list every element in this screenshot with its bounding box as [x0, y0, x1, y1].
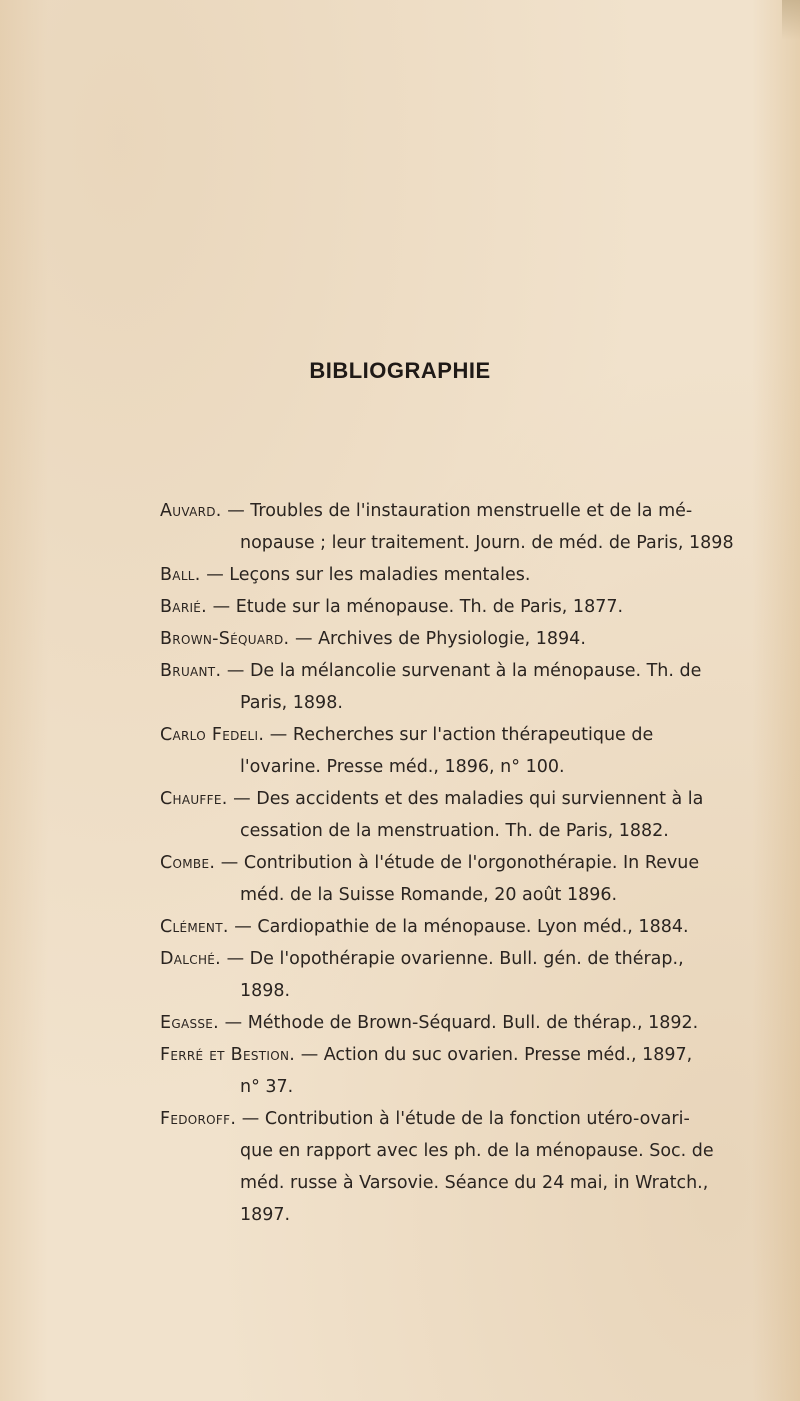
entry-text-line: cessation de la menstruation. Th. de Paris, 1882.	[240, 821, 669, 841]
entry-author: Egasse.	[160, 1013, 220, 1033]
entry-text-line: — Des accidents et des maladies qui surviennent à la	[233, 789, 704, 809]
entry-author: Chauffe.	[160, 789, 228, 809]
entry-text-line: — Etude sur la ménopause. Th. de Paris, 1877.	[212, 597, 624, 617]
entry-text-line: méd. russe à Varsovie. Séance du 24 mai, in Wratch.,	[240, 1173, 709, 1193]
bibliography-entry	[160, 495, 800, 559]
entry-author: Ferré et Bestion.	[160, 1045, 296, 1065]
page-corner-stain	[782, 0, 800, 40]
entry-text-line: méd. de la Suisse Romande, 20 août 1896.	[240, 885, 618, 905]
bibliography-entry	[160, 943, 800, 1007]
entry-text-line: 1897.	[240, 1205, 291, 1225]
entry-author: Bruant.	[160, 661, 222, 681]
entry-text-line: — De l'opothérapie ovarienne. Bull. gén. de thérap.,	[226, 949, 684, 969]
entry-author: Combe.	[160, 853, 216, 873]
entry-text-line: — Contribution à l'étude de l'orgonothérapie. In Revue	[220, 853, 700, 873]
entry-text-line: l'ovarine. Presse méd., 1896, n° 100.	[240, 757, 565, 777]
entry-author: Auvard.	[160, 501, 222, 521]
bibliography-entry	[160, 591, 800, 623]
bibliography-entry	[160, 1103, 800, 1231]
bibliography-entry	[160, 1039, 800, 1103]
bibliography-entry	[160, 559, 800, 591]
entry-text-line: — Recherches sur l'action thérapeutique de	[269, 725, 654, 745]
entry-text-line: — Troubles de l'instauration menstruelle et de la mé-	[227, 501, 693, 521]
entry-text-line: — De la mélancolie survenant à la ménopause. Th. de	[226, 661, 702, 681]
entry-text-line: — Contribution à l'étude de la fonction utéro-ovari-	[241, 1109, 690, 1129]
entry-author: Barié.	[160, 597, 208, 617]
entry-text-line: n° 37.	[240, 1077, 294, 1097]
bibliography-entry	[160, 1007, 800, 1039]
entry-author: Dalché.	[160, 949, 222, 969]
entry-text-line: — Méthode de Brown-Séquard. Bull. de thérap., 1892.	[224, 1013, 699, 1033]
entry-text-line: nopause ; leur traitement. Journ. de méd. de Paris, 1898	[240, 533, 734, 553]
entry-author: Brown-Séquard.	[160, 629, 290, 649]
entry-text-line: — Action du suc ovarien. Presse méd., 1897,	[300, 1045, 693, 1065]
entry-author: Ball.	[160, 565, 201, 585]
bibliography-entry	[160, 847, 800, 911]
entry-text-line: Paris, 1898.	[240, 693, 343, 713]
bibliography-entry	[160, 623, 800, 655]
entry-text-line: — Leçons sur les maladies mentales.	[206, 565, 531, 585]
entry-author: Fedoroff.	[160, 1109, 237, 1129]
entry-text-line: que en rapport avec les ph. de la ménopause. Soc. de	[240, 1141, 714, 1161]
entry-text-line: — Archives de Physiologie, 1894.	[295, 629, 586, 649]
bibliography-entry	[160, 655, 800, 719]
bibliography-list	[160, 495, 800, 1231]
entry-author: Clément.	[160, 917, 229, 937]
bibliography-entry	[160, 719, 800, 783]
entry-text-line: 1898.	[240, 981, 291, 1001]
page-title: BIBLIOGRAPHIE	[309, 358, 491, 383]
bibliography-entry	[160, 911, 800, 943]
bibliography-entry	[160, 783, 800, 847]
entry-author: Carlo Fedeli.	[160, 725, 265, 745]
entry-text-line: — Cardiopathie de la ménopause. Lyon méd., 1884.	[234, 917, 689, 937]
